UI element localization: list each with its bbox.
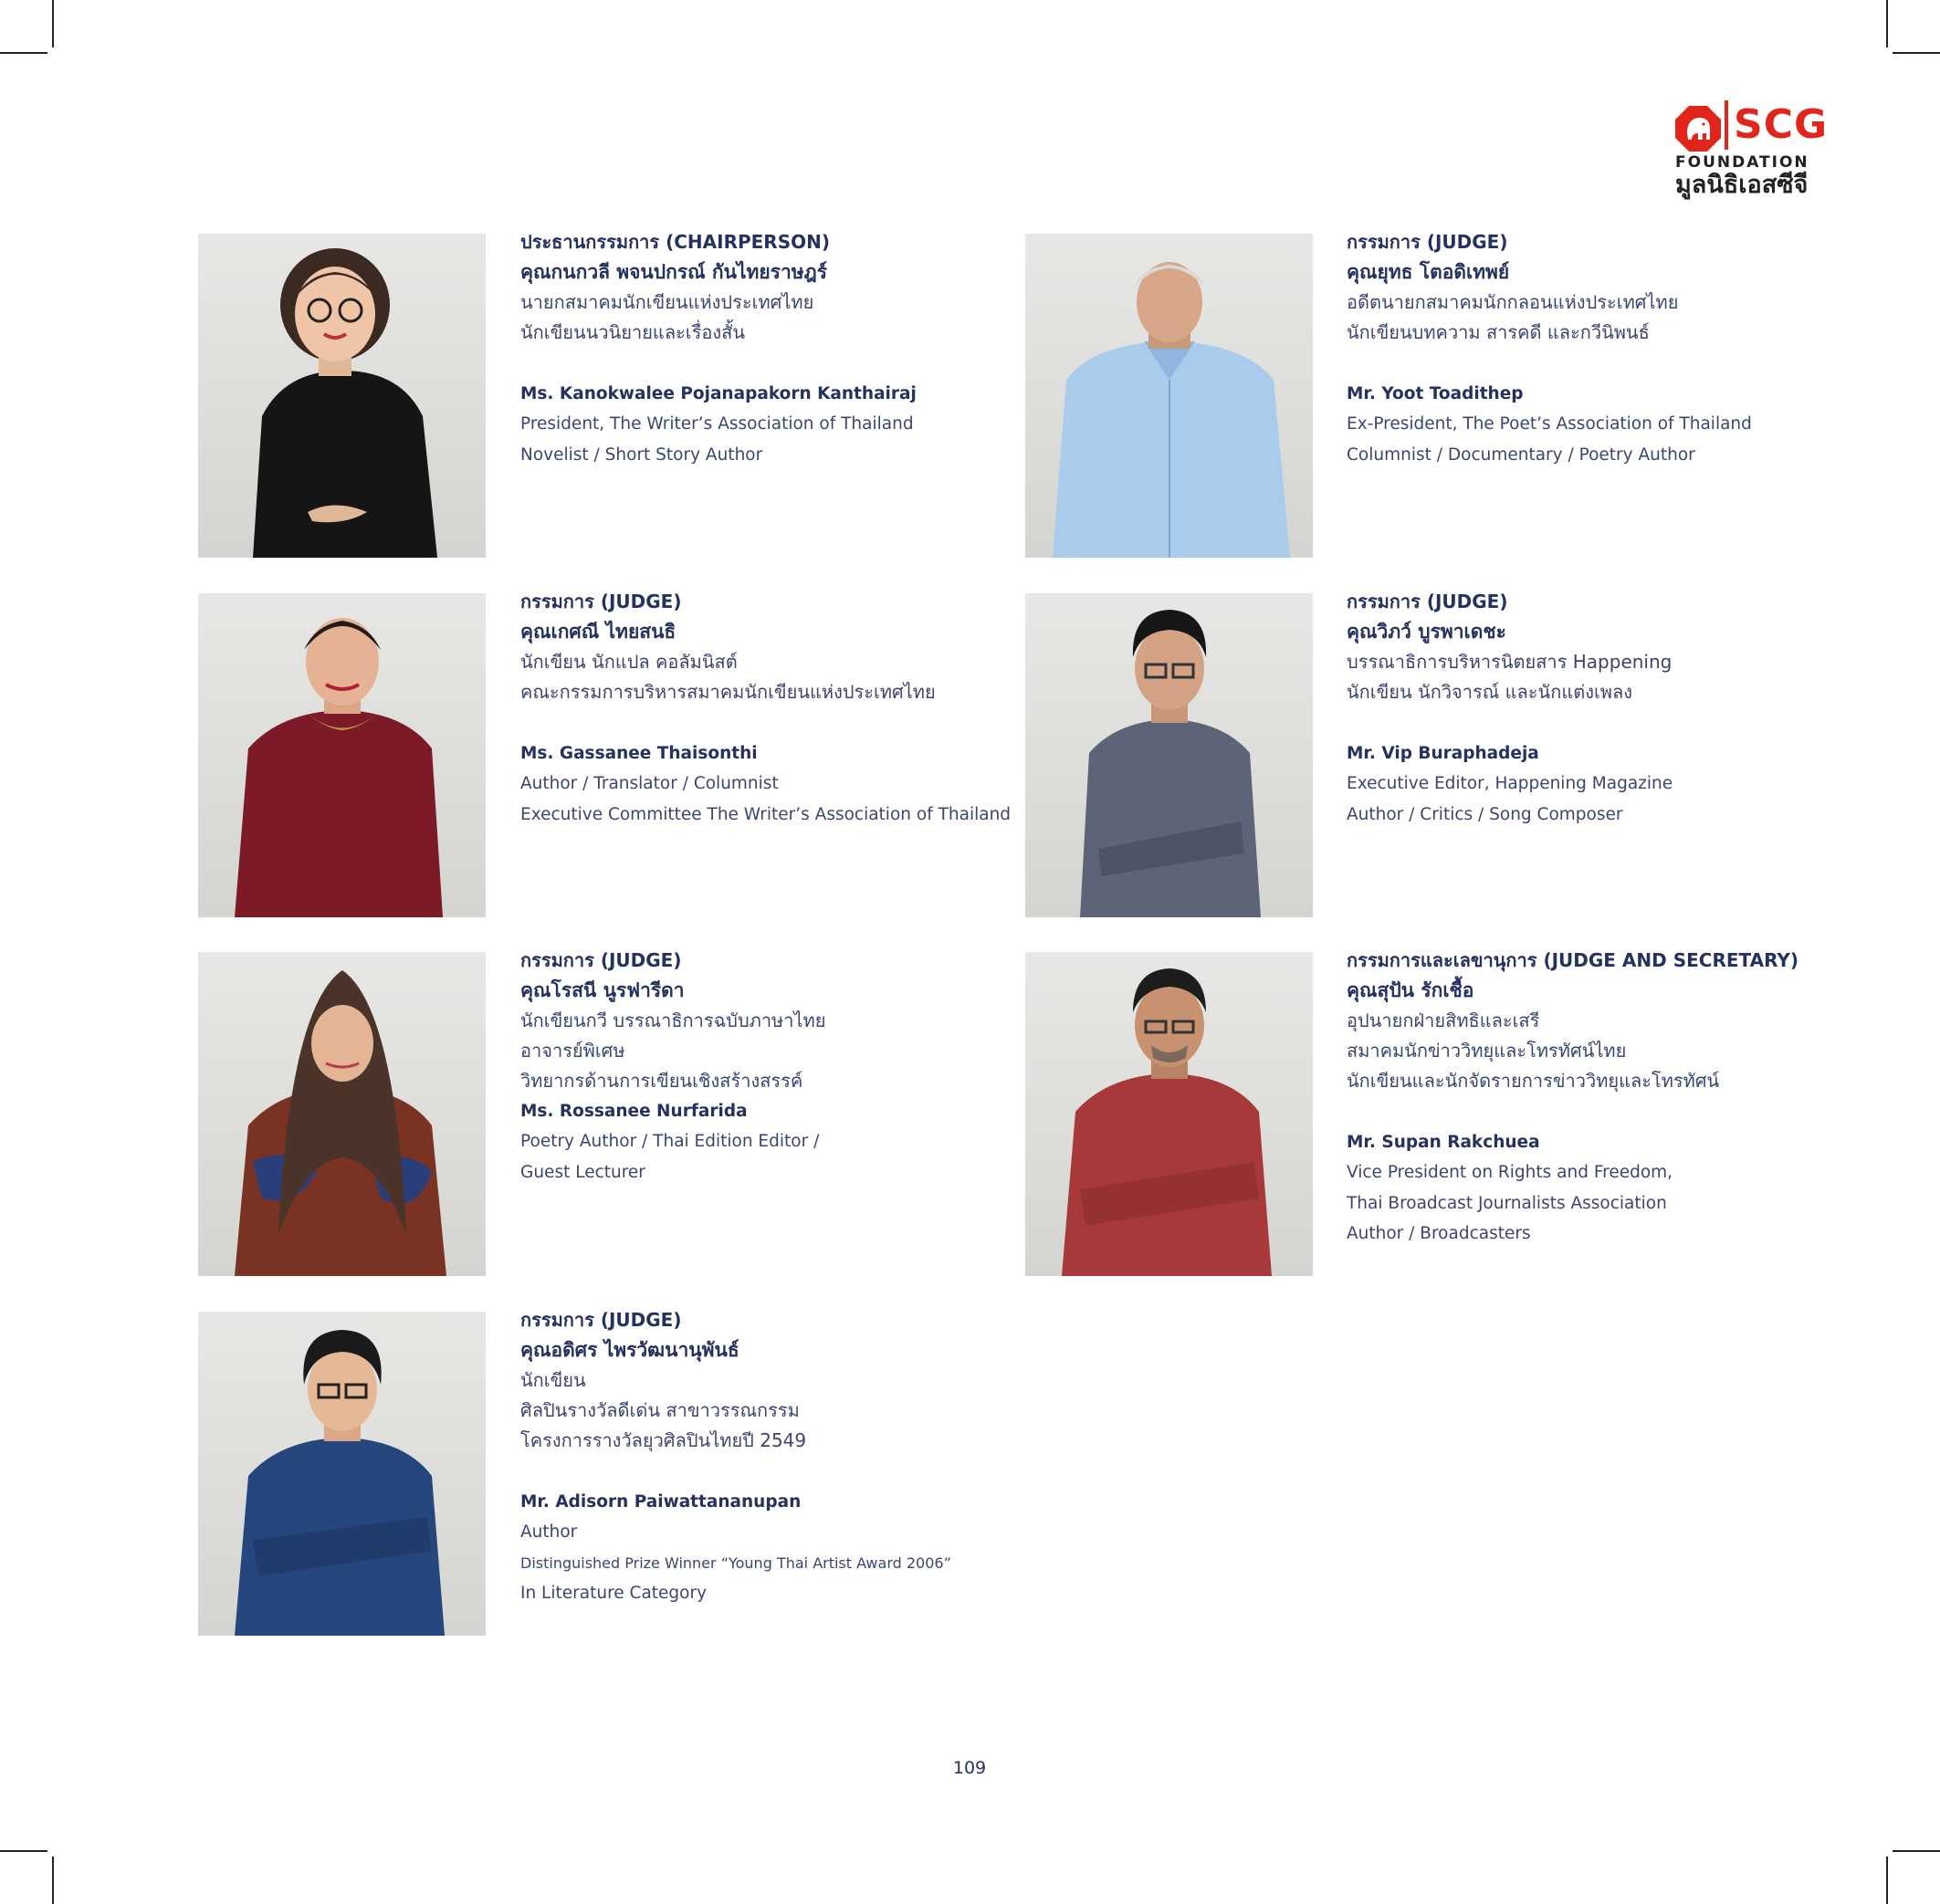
member-photo	[1025, 593, 1313, 917]
member-detail-thai: ศิลปินรางวัลดีเด่น สาขาวรรณกรรม	[520, 1399, 800, 1421]
scg-foundation-logo	[1673, 101, 1829, 199]
member-role: กรรมการและเลขานุการ (JUDGE AND SECRETARY)	[1347, 949, 1799, 971]
member-name-english: Mr. Yoot Toadithep	[1347, 384, 1524, 403]
member-name-thai: คุณวิภว์ บูรพาเดชะ	[1347, 621, 1506, 643]
member-role: กรรมการ (JUDGE)	[1347, 591, 1508, 612]
page-number: 109	[952, 1758, 987, 1778]
member-detail-english: Ex-President, The Poet’s Association of Thailand	[1347, 414, 1752, 434]
member-name-thai: คุณอดิศร ไพรวัฒนานุพันธ์	[520, 1339, 739, 1361]
member-detail-thai: วิทยากรด้านการเขียนเชิงสร้างสรรค์	[520, 1070, 803, 1092]
member-name-thai: คุณสุปัน รักเชื้อ	[1347, 979, 1474, 1001]
member-detail-english: In Literature Category	[520, 1584, 708, 1603]
member-photo	[1025, 952, 1313, 1276]
member-detail-english: Author / Broadcasters	[1347, 1224, 1531, 1243]
member-detail-thai: นักเขียนและนักจัดรายการข่าววิทยุและโทรทัศน์	[1347, 1070, 1720, 1092]
crop-mark	[1886, 1857, 1888, 1904]
member-role: กรรมการ (JUDGE)	[520, 949, 682, 971]
member-detail-english: Poetry Author / Thai Edition Editor /	[520, 1132, 820, 1151]
logo-brand: SCG	[1725, 100, 1828, 150]
member-name-english: Mr. Supan Rakchuea	[1347, 1133, 1540, 1152]
member-detail-thai: นักเขียน นักวิจารณ์ และนักแต่งเพลง	[1347, 681, 1633, 703]
member-detail-thai: คณะกรรมการบริหารสมาคมนักเขียนแห่งประเทศไทย	[520, 681, 936, 703]
member-role: กรรมการ (JUDGE)	[1347, 231, 1508, 253]
member-photo	[1025, 234, 1313, 558]
member-photo	[198, 1312, 486, 1636]
member-detail-english: Author / Translator / Columnist	[520, 774, 779, 793]
member-detail-english: Columnist / Documentary / Poetry Author	[1347, 445, 1695, 465]
member-detail-thai: อุปนายกฝ่ายสิทธิและเสรี	[1347, 1010, 1540, 1031]
crop-mark	[52, 1857, 54, 1904]
member-detail-thai: นักเขียนบทความ สารคดี และกวีนิพนธ์	[1347, 321, 1650, 343]
member-detail-english: Novelist / Short Story Author	[520, 445, 763, 465]
member-detail-english: President, The Writer’s Association of Thailand	[520, 414, 914, 434]
crop-mark	[52, 0, 54, 47]
member-detail-thai: นักเขียน	[520, 1369, 586, 1391]
member-detail-thai: โครงการรางวัลยุวศิลปินไทยปี 2549	[520, 1429, 807, 1451]
crop-mark	[1893, 1850, 1940, 1852]
member-detail-thai: นักเขียนกวี บรรณาธิการฉบับภาษาไทย	[520, 1010, 826, 1031]
member-detail-thai: นายกสมาคมนักเขียนแห่งประเทศไทย	[520, 291, 814, 313]
member-detail-english: Guest Lecturer	[520, 1162, 645, 1182]
member-name-english: Ms. Rossanee Nurfarida	[520, 1102, 748, 1121]
member-detail-thai: นักเขียน นักแปล คอลัมนิสต์	[520, 651, 738, 673]
member-name-english: Mr. Adisorn Paiwattananupan	[520, 1492, 802, 1512]
member-role: ประธานกรรมการ (CHAIRPERSON)	[520, 231, 830, 253]
crop-mark	[0, 1850, 47, 1852]
member-name-thai: คุณยุทธ โตอดิเทพย์	[1347, 261, 1510, 283]
member-detail-english: Thai Broadcast Journalists Association	[1347, 1193, 1667, 1213]
member-detail-thai: บรรณาธิการบริหารนิตยสาร Happening	[1347, 651, 1673, 673]
member-detail-english: Author / Critics / Song Composer	[1347, 804, 1623, 824]
member-photo	[198, 593, 486, 917]
member-detail-thai: อาจารย์พิเศษ	[520, 1040, 625, 1062]
member-name-english: Mr. Vip Buraphadeja	[1347, 744, 1539, 763]
member-photo	[198, 234, 486, 558]
crop-mark	[1886, 0, 1888, 47]
member-detail-english: Distinguished Prize Winner “Young Thai Artist Award 2006”	[520, 1554, 951, 1572]
member-detail-thai: นักเขียนนวนิยายและเรื่องสั้น	[520, 321, 746, 343]
member-detail-english: Executive Editor, Happening Magazine	[1347, 774, 1673, 793]
member-detail-thai: อดีตนายกสมาคมนักกลอนแห่งประเทศไทย	[1347, 291, 1679, 313]
member-detail-thai: สมาคมนักข่าววิทยุและโทรทัศน์ไทย	[1347, 1040, 1627, 1062]
member-detail-english: Vice President on Rights and Freedom,	[1347, 1163, 1673, 1182]
member-detail-english: Author	[520, 1522, 578, 1542]
member-photo	[198, 952, 486, 1276]
member-detail-english: Executive Committee The Writer’s Association of Thailand	[520, 804, 1012, 824]
crop-mark	[0, 52, 47, 54]
member-role: กรรมการ (JUDGE)	[520, 591, 682, 612]
member-name-english: Ms. Kanokwalee Pojanapakorn Kanthairaj	[520, 384, 917, 403]
elephant-icon	[1675, 106, 1721, 152]
member-name-thai: คุณเกศณี ไทยสนธิ	[520, 621, 676, 643]
member-role: กรรมการ (JUDGE)	[520, 1309, 682, 1331]
crop-mark	[1893, 52, 1940, 54]
member-name-thai: คุณโรสนี นูรฟารีดา	[520, 979, 685, 1001]
member-name-english: Ms. Gassanee Thaisonthi	[520, 744, 758, 763]
logo-subtitle: FOUNDATION	[1675, 153, 1809, 172]
member-name-thai: คุณกนกวลี พจนปกรณ์ กันไทยราษฎร์	[520, 261, 827, 283]
logo-thai-name: มูลนิธิเอสซีจี	[1675, 171, 1809, 199]
